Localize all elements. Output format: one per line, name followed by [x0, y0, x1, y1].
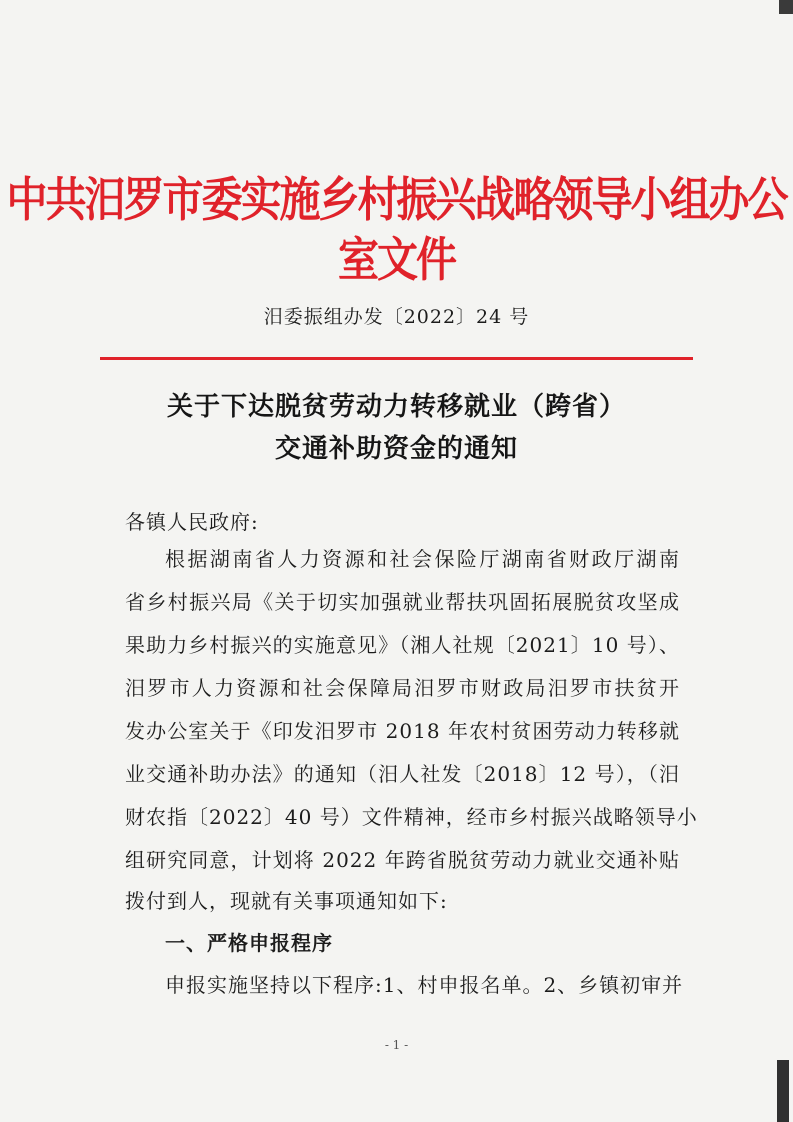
notice-title-line-1: 关于下达脱贫劳动力转移就业（跨省）	[166, 392, 626, 422]
body-line: 根据湖南省人力资源和社会保险厅湖南省财政厅湖南	[165, 547, 680, 571]
body-line: 业交通补助办法》的通知（汨人社发〔2018〕12 号），（汨	[125, 762, 680, 786]
notice-title-line-2: 交通补助资金的通知	[274, 434, 518, 464]
document-number: 汨委振组办发〔2022〕24 号	[263, 306, 530, 328]
page-number: - 1 -	[384, 1038, 409, 1052]
show-through-text	[190, 108, 370, 129]
body-line: 汨罗市人力资源和社会保障局汨罗市财政局汨罗市扶贫开	[125, 676, 680, 700]
section-heading-1: 一、严格申报程序	[165, 931, 333, 955]
body-line: 发办公室关于《印发汨罗市 2018 年农村贫困劳动力转移就	[125, 719, 680, 743]
scan-edge-mark	[777, 1060, 789, 1122]
red-separator-line	[100, 357, 693, 360]
body-line: 省乡村振兴局《关于切实加强就业帮扶巩固拓展脱贫攻坚成	[125, 590, 680, 614]
section-1-body-line: 申报实施坚持以下程序:1、村申报名单。2、乡镇初审并	[165, 973, 684, 997]
body-line: 组研究同意，计划将 2022 年跨省脱贫劳动力就业交通补贴	[125, 848, 680, 872]
body-line: 拨付到人，现就有关事项通知如下:	[125, 889, 448, 913]
scan-edge-mark	[779, 0, 793, 14]
addressee: 各镇人民政府:	[125, 510, 259, 534]
document-header-title: 中共汨罗市委实施乡村振兴战略领导小组办公室文件	[6, 172, 787, 288]
body-line: 果助力乡村振兴的实施意见》（湘人社规〔2021〕10 号）、	[125, 633, 680, 657]
body-line: 财农指〔2022〕40 号）文件精神，经市乡村振兴战略领导小	[125, 805, 698, 829]
